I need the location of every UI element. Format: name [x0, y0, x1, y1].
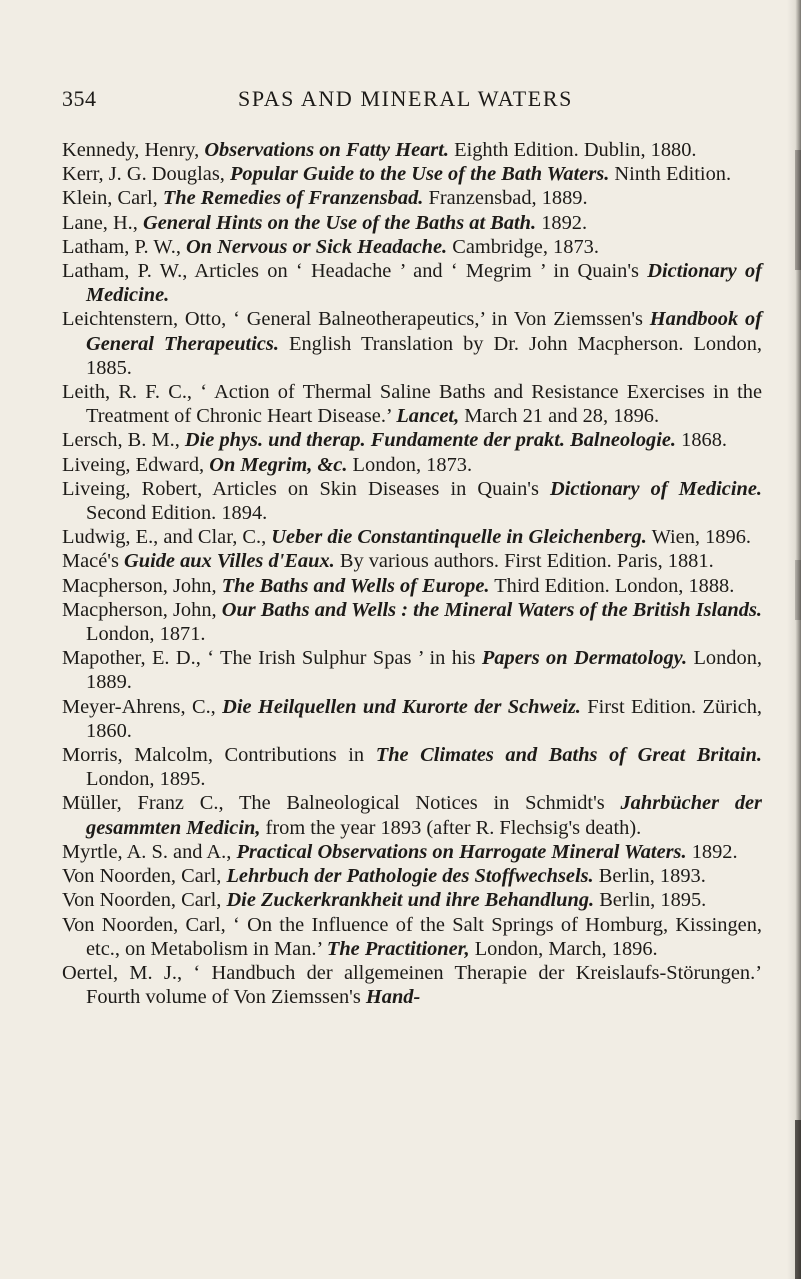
entry-details: London, 1873.: [347, 453, 473, 476]
entry-author-text: Morris, Malcolm, Contributions in: [62, 744, 376, 767]
bibliography-entry: [62, 428, 762, 452]
entry-details: Cambridge, 1873.: [447, 235, 599, 258]
entry-title: The Remedies of Franzensbad.: [162, 187, 424, 210]
entry-title: On Nervous or Sick Headache.: [186, 235, 448, 258]
bibliography-entry: [62, 791, 762, 839]
bibliography-entry: [62, 380, 762, 428]
entry-title: Ueber die Constantinquelle in Gleichenberg.: [271, 526, 647, 549]
bibliography-entry: [62, 259, 762, 307]
entry-title: Die Heilquellen und Kurorte der Schweiz.: [222, 695, 581, 718]
entry-author-text: Müller, Franz C., The Balneological Notices in Schmidt's: [62, 792, 621, 815]
entry-details: London, March, 1896.: [469, 937, 658, 960]
entry-author-text: Klein, Carl,: [62, 187, 163, 210]
entry-title: Dictionary of Medicine.: [550, 477, 762, 500]
bibliography-entry: [62, 864, 762, 888]
bibliography-entry: [62, 598, 762, 646]
entry-details: Berlin, 1895.: [594, 889, 707, 912]
entry-title: Papers on Dermatology.: [481, 647, 688, 670]
entry-details: 1892.: [536, 211, 588, 234]
bibliography-entry: [62, 743, 762, 791]
bibliography-entry: [62, 961, 762, 1009]
bibliography-entry: [62, 574, 762, 598]
entry-author-text: Oertel, M. J., ‘ Handbuch der allgemeinen Therapie der Kreislaufs-Störungen.’ Fourth volume of Von Ziemssen's: [62, 961, 762, 1009]
entry-details: London, 1871.: [86, 623, 206, 646]
entry-details: By various authors. First Edition. Paris, 1881.: [334, 550, 714, 573]
bibliography-entry: [62, 646, 762, 694]
bibliography-entry: [62, 186, 762, 210]
entry-author-text: Liveing, Edward,: [62, 453, 210, 476]
entry-title: Jahrbücher der gesammten Medicin,: [86, 792, 762, 839]
entry-author-text: Lane, H.,: [62, 211, 143, 234]
entry-author-text: Leichtenstern, Otto, ‘ General Balneotherapeutics,’ in Von Ziemssen's: [62, 308, 650, 331]
bibliography-entry: [62, 840, 762, 864]
entry-author-text: Liveing, Robert, Articles on Skin Diseases in Quain's: [62, 477, 551, 500]
entry-title: Die phys. und therap. Fundamente der prakt. Balneologie.: [184, 429, 677, 452]
entry-title: The Practitioner,: [326, 937, 470, 960]
bibliography-entry: [62, 162, 762, 186]
entry-author-text: Myrtle, A. S. and A.,: [62, 840, 237, 863]
entry-title: Observations on Fatty Heart.: [204, 139, 450, 161]
entry-title: On Megrim, &c.: [209, 453, 348, 476]
entry-author-text: Macé's: [62, 550, 124, 573]
bibliography-entry: [62, 138, 762, 162]
entry-author-text: Latham, P. W.,: [62, 235, 187, 258]
entry-author-text: Kennedy, Henry,: [62, 139, 205, 161]
page-edge-mark: [795, 1120, 801, 1279]
entry-title: Guide aux Villes d'Eaux.: [124, 550, 335, 573]
entry-title: Lehrbuch der Pathologie des Stoffwechsels.: [226, 865, 594, 888]
entry-details: Eighth Edition. Dublin, 1880.: [449, 139, 697, 161]
entry-title: Popular Guide to the Use of the Bath Waters.: [229, 163, 610, 186]
entry-author-text: Macpherson, John,: [62, 598, 222, 621]
entry-author-text: Von Noorden, Carl,: [62, 889, 227, 912]
entry-title: General Hints on the Use of the Baths at Bath.: [142, 211, 537, 234]
entry-details: 1892.: [686, 840, 738, 863]
entry-details: Franzensbad, 1889.: [423, 187, 588, 210]
bibliography-entry: [62, 888, 762, 912]
entry-details: March 21 and 28, 1896.: [459, 405, 660, 428]
entry-author-text: Meyer-Ahrens, C.,: [62, 695, 223, 718]
entry-details: Berlin, 1893.: [593, 865, 706, 888]
entry-details: Third Edition. London, 1888.: [489, 574, 735, 597]
page-edge-mark: [795, 560, 801, 620]
bibliography-entry: [62, 235, 762, 259]
running-title: SPAS AND MINERAL WATERS: [238, 86, 573, 111]
entry-title: Dictionary of Medicine.: [86, 260, 762, 307]
page-header: [0, 86, 801, 116]
entry-title: Our Baths and Wells : the Mineral Waters of the British Islands.: [221, 598, 762, 621]
entry-title: Lancet,: [396, 405, 460, 428]
bibliography-list: [62, 138, 762, 1009]
bibliography-entry: [62, 525, 762, 549]
bibliography-entry: [62, 453, 762, 477]
entry-title: Handbook of General Therapeutics.: [86, 308, 762, 355]
entry-details: 1868.: [676, 429, 728, 452]
entry-details: First Edition. Zürich, 1860.: [86, 695, 762, 742]
entry-author-text: Ludwig, E., and Clar, C.,: [62, 526, 272, 549]
entry-details: from the year 1893 (after R. Flechsig's death).: [260, 816, 642, 839]
bibliography-entry: [62, 477, 762, 525]
entry-title: Die Zuckerkrankheit und ihre Behandlung.: [226, 889, 595, 912]
entry-author-text: Von Noorden, Carl, ‘ On the Influence of the Salt Springs of Homburg, Kissingen, etc., on Metabolism in Man.’: [62, 913, 762, 960]
entry-details: Wien, 1896.: [646, 526, 751, 549]
entry-title: The Baths and Wells of Europe.: [221, 574, 490, 597]
entry-title: The Climates and Baths of Great Britain.: [375, 744, 762, 767]
page-number: 354: [62, 86, 97, 111]
entry-author-text: Leith, R. F. C., ‘ Action of Thermal Saline Baths and Resistance Exercises in the Treatment of Chronic Heart Disease.’: [62, 381, 762, 428]
entry-details: London, 1889.: [86, 647, 762, 694]
bibliography-entry: [62, 695, 762, 743]
bibliography-entry: [62, 549, 762, 573]
entry-author-text: Von Noorden, Carl,: [62, 865, 227, 888]
entry-author-text: Lersch, B. M.,: [62, 429, 185, 452]
entry-title: Hand-: [365, 986, 421, 1009]
entry-title: Practical Observations on Harrogate Mineral Waters.: [236, 840, 687, 863]
entry-details: London, 1895.: [86, 768, 206, 791]
entry-details: English Translation by Dr. John Macpherson. London, 1885.: [86, 332, 762, 379]
bibliography-entry: [62, 211, 762, 235]
entry-details: Ninth Edition.: [609, 163, 732, 186]
entry-author-text: Mapother, E. D., ‘ The Irish Sulphur Spas ’ in his: [62, 647, 482, 670]
page-edge-mark: [795, 150, 801, 270]
entry-details: Second Edition. 1894.: [86, 502, 268, 525]
entry-author-text: Macpherson, John,: [62, 574, 222, 597]
entry-author-text: Latham, P. W., Articles on ‘ Headache ’ and ‘ Megrim ’ in Quain's: [62, 260, 648, 283]
bibliography-entry: [62, 913, 762, 961]
bibliography-entry: [62, 307, 762, 380]
entry-author-text: Kerr, J. G. Douglas,: [62, 163, 230, 186]
